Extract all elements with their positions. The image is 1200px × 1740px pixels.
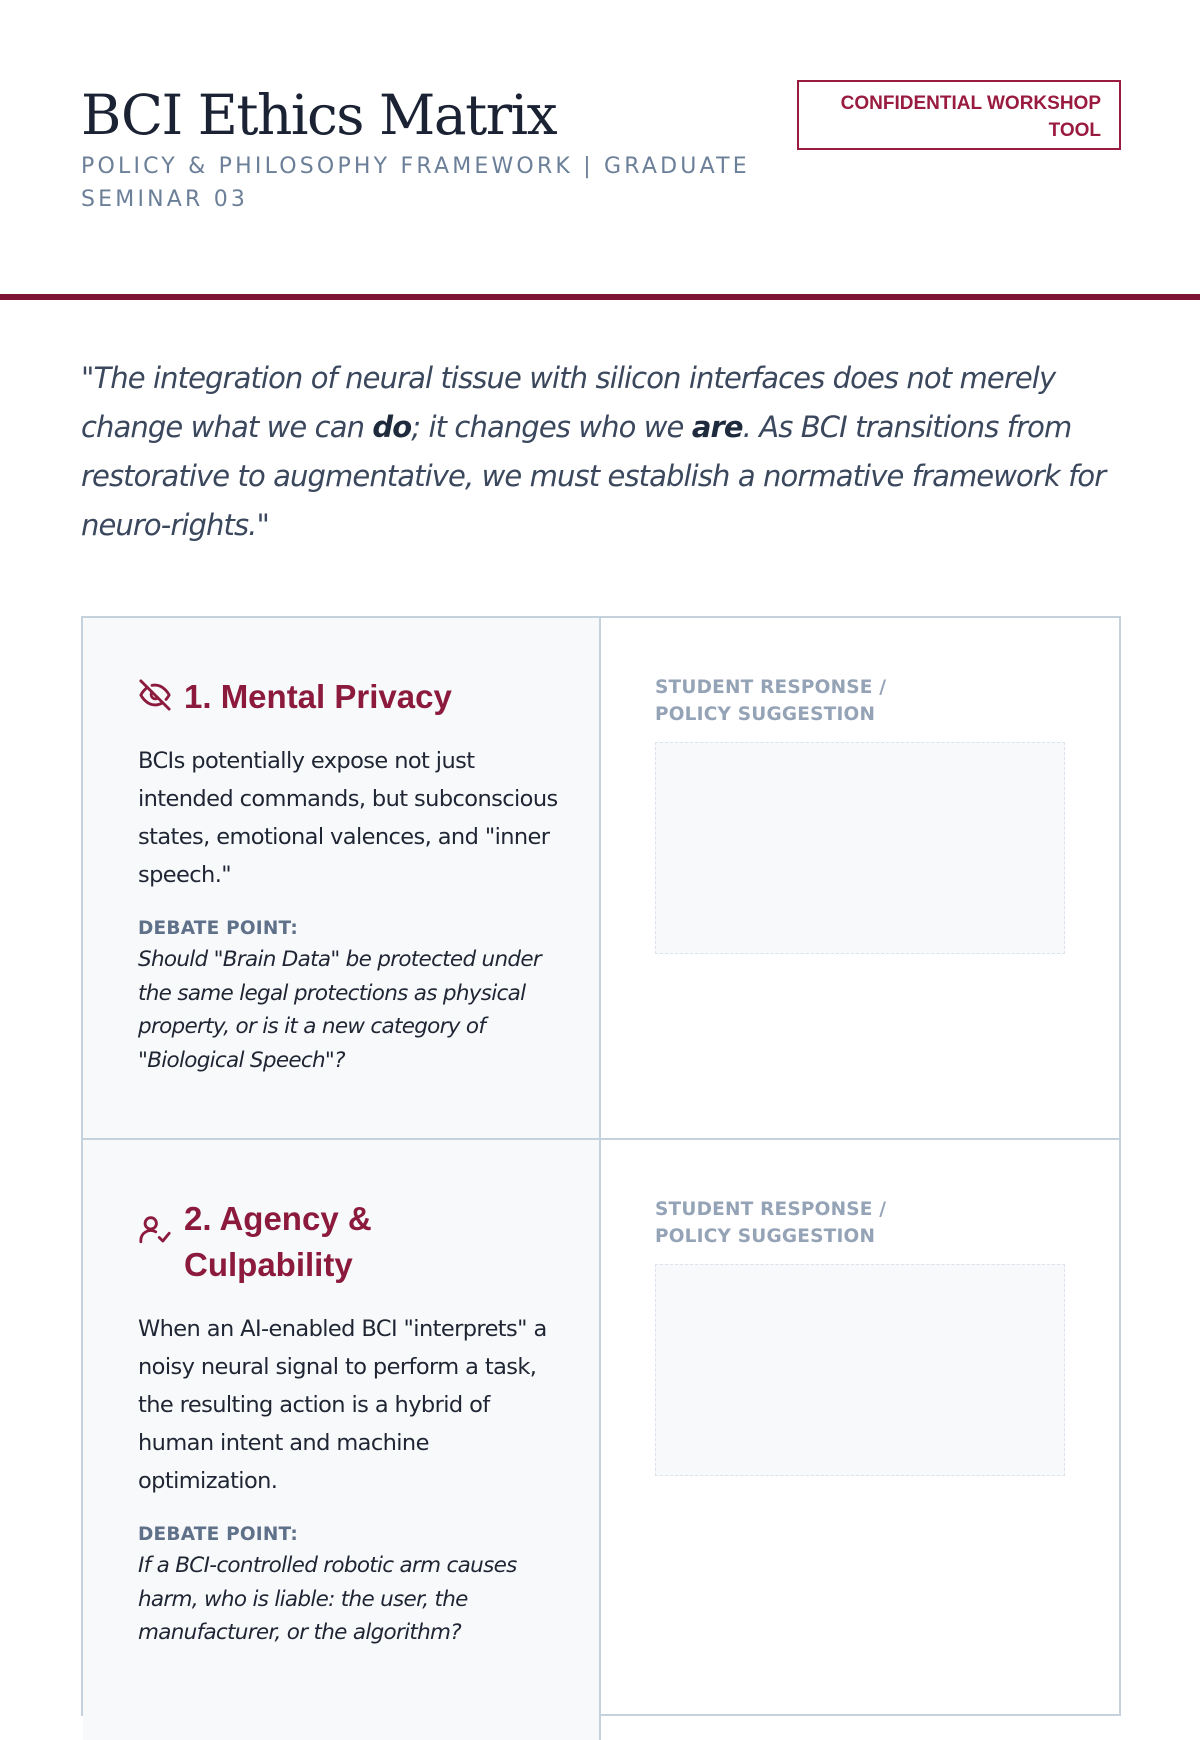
response-panel: [601, 618, 1119, 1138]
quote-emphasis-do: do: [372, 410, 412, 444]
quote-emphasis-are: are: [691, 410, 743, 444]
topic-heading: [138, 1196, 559, 1288]
debate-text: Should "Brain Data" be protected under the same legal protections as physical property, or is it a new category of "Biological Speech"?: [138, 947, 541, 1073]
eye-off-icon: [138, 678, 172, 712]
matrix-row-mental-privacy: [83, 618, 1119, 1140]
topic-panel: [83, 618, 601, 1138]
quote-part-2: ; it changes who we: [411, 410, 692, 444]
header: [81, 82, 1121, 216]
topic-heading: [138, 674, 559, 720]
page-subtitle: POLICY & PHILOSOPHY FRAMEWORK | GRADUATE SEMINAR 03: [81, 154, 750, 212]
page-title: BCI Ethics Matrix: [81, 83, 557, 147]
response-input[interactable]: [655, 742, 1065, 954]
debate-label: DEBATE POINT:: [138, 1524, 298, 1545]
intro-quote: [81, 354, 1121, 550]
topic-panel: [83, 1140, 601, 1740]
topic-description: BCIs potentially expose not just intended commands, but subconscious states, emotional valences, and "inner speech.": [138, 748, 558, 888]
user-check-icon: [138, 1212, 172, 1246]
quote-part-1: "The integration of neural tissue with silicon interfaces does not merely change what we can: [81, 361, 1056, 444]
ethics-matrix: [81, 616, 1121, 1716]
matrix-row-agency: [83, 1140, 1119, 1740]
header-divider: [0, 294, 1200, 300]
topic-title: 2. Agency & Culpability: [184, 1200, 372, 1283]
topic-description: When an AI-enabled BCI "interprets" a noisy neural signal to perform a task, the resulting action is a hybrid of human intent and machine optimization.: [138, 1316, 547, 1494]
topic-title: 1. Mental Privacy: [184, 678, 452, 715]
quote-part-3: . As BCI transitions from restorative to augmentative, we must establish a normative framework for neuro-rights.": [81, 410, 1106, 542]
debate-label: DEBATE POINT:: [138, 918, 298, 939]
response-panel: [601, 1140, 1119, 1740]
debate-text: If a BCI-controlled robotic arm causes harm, who is liable: the user, the manufacturer, or the algorithm?: [138, 1553, 517, 1645]
response-label: STUDENT RESPONSE / POLICY SUGGESTION: [655, 1199, 887, 1247]
response-label: STUDENT RESPONSE / POLICY SUGGESTION: [655, 677, 887, 725]
confidential-badge: CONFIDENTIAL WORKSHOP TOOL: [797, 80, 1121, 150]
response-input[interactable]: [655, 1264, 1065, 1476]
